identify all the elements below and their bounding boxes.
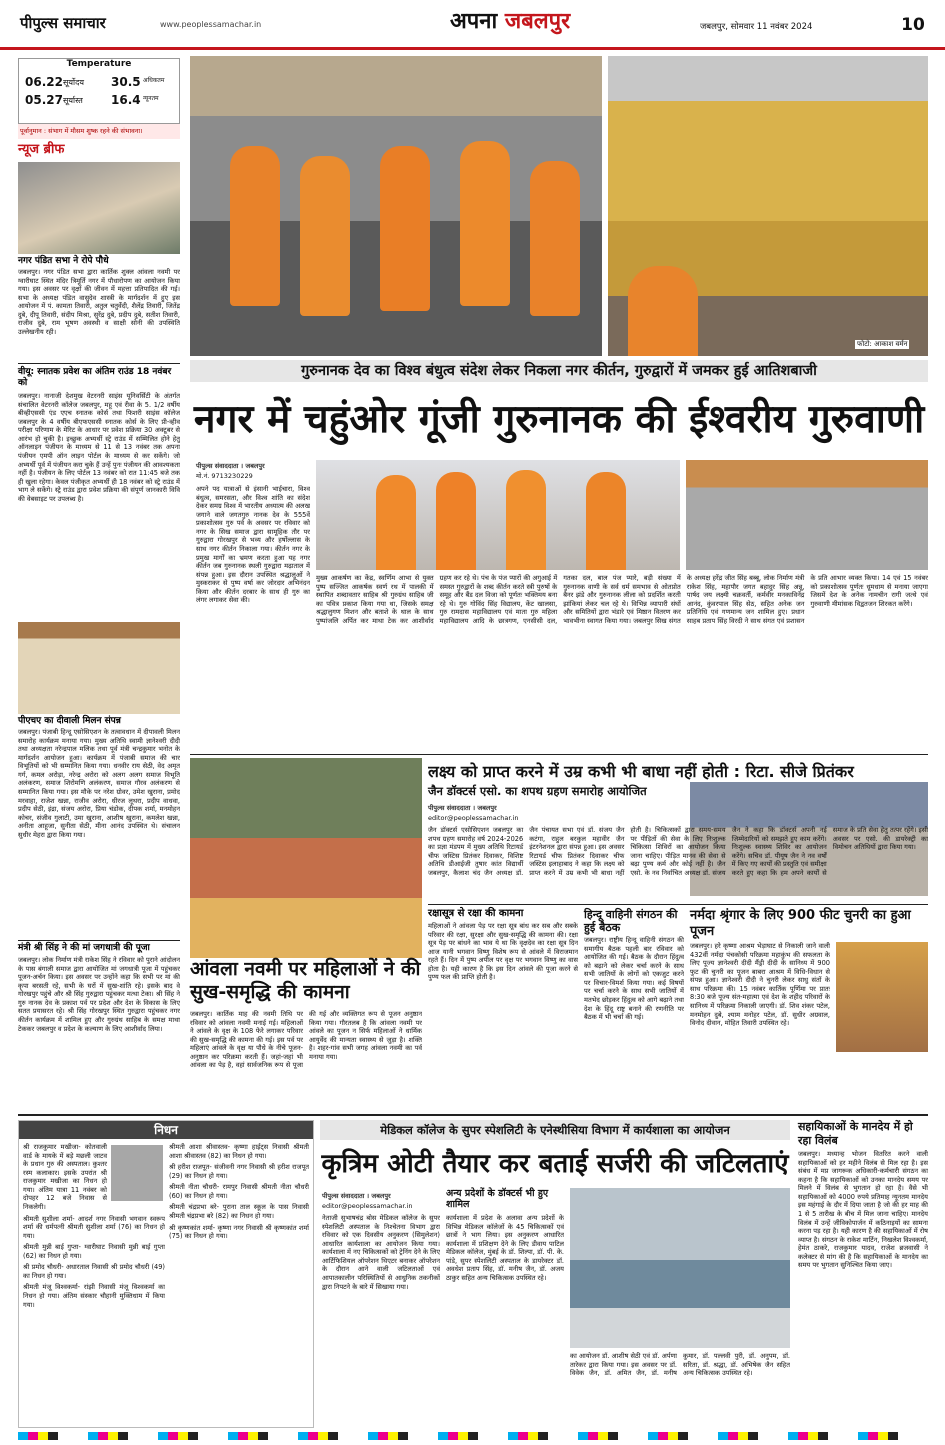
brief-2-body: जबलपुर। नानाजी देशमुख वेटरनरी साइंस यूनिवर्सिटी के अंतर्गत संचालित वेटरनरी कॉलेज जबलपुर, महू एवं रीवा के 5. 1/2 वर्षीय बीव्हीएससी एंड एएच स्नातक कोर्स तथा फिशरी साइंस कॉलेज जबलपुर के 4 वर्षीय बीएफएससी स्नातक कोर्स के लिए प्री-व्हीव परीक्षा परिणाम के मेरिट के आधार पर प्रवेश प्रक्रिया 30 अक्टूबर से आरंभ हो चुकी है। इच्छुक अभ्यर्थी स्ट्रे राउंड में सम्मिलित होने हेतु ऑनलाइन पंजीयन के माध्यम से 11 से 13 नवंबर तक अपना पंजीयन एमपी ऑन लाइन पोर्टल के माध्यम से कर सकेंगे। जो अभ्यर्थी पूर्व में पंजीयन करा चुके हैं उन्हें पुनः पंजीयन की आवश्यकता नहीं है। पंजीयन के लिए पोर्टल 13 नवंबर को रात 11:45 बजे तक ही खुला रहेगा। केवल पंजीकृत अभ्यर्थी ही 18 नवंबर को स्ट्रे राउंड में भाग ले सकेंगे। स्ट्रे राउंड द्वारा प्रवेश प्रक्रिया की संपूर्ण जानकारी विवि की वेबसाइट पर उपलब्ध है।	[18, 392, 180, 503]
weather-box	[18, 58, 180, 124]
jain-body: जैन डॉक्टर्स एसोसिएशन जबलपुर का शपथ ग्रहण समारोह वर्ष 2024-2026 का प्रज्ञा मंडपम में मुख्य अतिथि रिटायर्ड चीफ जस्टिस प्रितंकर दिवाकर, विशिष्ट अतिथि डीआईजी तुषार कांत विद्यार्थी जबलपुर, कैलाश चंद जैन अध्यक्ष डॉ. जैन पंचायत सभा एवं डॉ. संजय जैन कटंगा, राहुल बरकुल महावीर जैन इंटरनेशनल द्वारा संपन्न हुआ। इस अवसर रिटायर्ड चीफ प्रितंकर दिवाकर चीफ जस्टिस इलाहाबाद ने कहा कि लक्ष्य को प्राप्त करने में उम्र कभी भी बाधा नहीं होती है। चिकित्सकों द्वारा समय-समय पर पीड़ितों की सेवा के लिए निःशुल्क चिकित्सा शिविरों का आयोजन किया जाना चाहिए। पीड़ित मानव की सेवा से बढ़ा पुण्य कर्म और कोई नहीं है। जैन एसो. के नव निर्वाचित अध्यक्ष डॉ. संजय जैन ने कहा कि डॉक्टर्स अपनी नई जिम्मेदारियों को समझते हुए काम करेंगे। निःशुल्क स्वास्थ्य शिविर का आयोजन करेंगे। सचिव डॉ. पीयूष जैन ने नव वर्षों में किए गए कार्यों की प्रस्तुति एवं समीक्षा करते हुए कहा कि हम अपने कार्यों से समाज के प्रति सेवा हेतु तत्पर रहेंगे। इसी अवसर पर एसो. की डायरेक्ट्री का विमोचन अतिथियों द्वारा किया गया।	[428, 826, 928, 877]
main-headline: नगर में चहुंओर गूंजी गुरुनानक की ईश्वरीय गुरुवाणी	[193, 397, 925, 442]
narmada-body: जबलपुर। हरे कृष्णा आश्रम भेड़ाघाट से निकाली जाने वाली 432वीं नर्मदा पंचकोसी परिक्रमा महाकुंभ की सफलता के लिए पूज्य ज्ञानेश्वरी दीदी मैंड्री दीदी के सानिध्य में 900 फुट की चुनरी का पूजन बाबरा आश्रम में विधि-विधान से संपन्न हुआ। ज्ञानेश्वरी दीदी ने चुनरी लेकर साधु संतों के साथ परिक्रमा की। 15 नवंबर कार्तिक पूर्णिमा पर प्रातः 8:30 बजे पूज्य संत-महात्मा एवं देश के शहीद परिवारों के सानिध्य में परिक्रमा निकाली जाएगी। डॉ. शिव शंकर पटेल, मनमोहन दुबे, श्याम मनोहर पटेल, डॉ. सुधीर अग्रवाल, विनोद दीवान, मोहित तिवारी उपस्थित रहे।	[690, 942, 830, 1028]
nidhan-item-2: श्रीमती सुशीला शर्मा- आदर्श नगर निवासी भगवान स्वरूप शर्मा की धर्मपत्नी श्रीमती सुशीला शर्मा (76) का निधन हो गया।	[23, 1214, 165, 1240]
section-title	[450, 8, 570, 36]
brief-3-title: पीएचए का दीवाली मिलन संपन्न	[18, 716, 121, 726]
nidhan-item-5: श्रीमती मंजू विश्वकर्मा- रांझी निवासी मंजू विश्वकर्मा का निधन हो गया। अंतिम संस्कार चौहानी मुक्तिधाम में किया गया।	[23, 1283, 165, 1309]
masthead	[0, 0, 945, 50]
narmada-headline: नर्मदा श्रृंगार के लिए 900 फीट चुनरी का हुआ पूजन	[690, 908, 911, 939]
max-temp-label: अधिकतम	[143, 77, 165, 84]
sunset-time: 05.27	[25, 93, 63, 107]
news-brief-label: न्यूज ब्रीफ	[18, 142, 65, 157]
medical-body-3: का आयोजन डॉ. आशीष सेठी एवं डॉ. अर्पणा तारेकर द्वारा किया गया। इस अवसर पर डॉ. विवेक जैन, डॉ. अमित जैन, डॉ. मनीष कुमार, डॉ. पल्लवी पुरी, डॉ. अनुपम, डॉ. सरिता, डॉ. श्रद्धा, डॉ. अभिषेक जैन सहित अन्य चिकित्सक उपस्थित रहे।	[570, 1352, 790, 1378]
site-url[interactable]: www.peoplessamachar.in	[160, 20, 262, 29]
brand-logo: पीपुल्स समाचार	[20, 14, 106, 32]
sunset-label: सूर्यास्त	[63, 96, 83, 105]
max-temp: 30.5	[111, 75, 141, 89]
nidhan-col-1	[23, 1143, 165, 1423]
medical-byline: पीपुल्स संवाददाता । जबलपुर	[322, 1192, 391, 1200]
sahayika-headline: सहायिकाओं के मानदेय में हो रहा विलंब	[798, 1120, 913, 1147]
raksha-body: महिलाओं ने आंवला पेड़ पर रक्षा सूत्र बांध कर सब और सबके परिवार की रक्षा, सुरक्षा और सुख-समृद्धि की कामना की। रक्षा सूत्र पेड़ पर बांधने का भाव ये था कि वृक्षदेव का रक्षा सूत्र दिन आज यानी भगवान विष्णु विशेष रूप से आंवले में विराजमान रहते हैं। दिन में पुष्प अपील पर वृक्ष पर भगवान विष्णु का वास होता है। यही कारण है कि इस दिन आंवले की पूजा करने से पुण्य फल की प्राप्ति होती है।	[428, 922, 578, 982]
sunrise-time: 06.22	[25, 75, 63, 89]
amla-headline: आंवला नवमी पर महिलाओं ने की सुख-समृद्धि की कामना	[190, 958, 421, 1003]
brief-2-title: वीयू: स्नातक प्रवेश का अंतिम राउंड 18 नवंबर को	[18, 367, 172, 389]
brief-3-body: जबलपुर। पंजाबी हिन्दू एसोसिएशन के तत्वावधान में दीपावली मिलन समारोह कार्यक्रम मनाया गया। मुख्य अतिथि स्वामी ज्ञानेश्वरी दीदी तथा अध्यक्षता नरेन्द्रपाल मलिक तथा पूर्व मंत्री चन्द्रकुमार भनोत के मार्गदर्शन आयोजन हुआ। कार्यक्रम में पंजाबी समाज की चार विभूतियों को भी सम्मानित किया गया। धनवीर राय सेठी, वेद अमृत गर्ग, कमल अरोड़ा, नरेन्द्र अरोरा को अलग अलग समाज विभूति अलंकरण, समाज शिरोमणि अलंकरण, समाज गौरव अलंकरण से सम्मानित किया गया। इस मौके पर नरेश ग्रोवर, उमेश खुराना, प्रमोद मरवाहा, राजेश खन्ना, राजीव अरोरा, धीरज लूथरा, प्रदीप वाधवा, प्रदीप सेठी, इंद्रा, संजय अरोरा, प्रिया चंडोक, दीपक शर्मा, मनमोहन कोचर, संजीव गुलाटी, उमा खुराना, आशीष खुराना, कमलेश खन्ना, अनीता आहूजा, सुनीता सेठी, मीना आनंद उपस्थित थे। संचालन सुधीर मेहरा द्वारा किया गया।	[18, 728, 180, 839]
dateline: जबलपुर, सोमवार 11 नवंबर 2024	[700, 22, 813, 32]
amla-body: जबलपुर। कार्तिक माह की नवमी तिथि पर रविवार को आंवला नवमी मनाई गई। महिलाओं ने आंवले के वृक्ष के 108 फेरे लगाकर परिवार की सुख-समृद्धि की कामना की गई। इस पर्व पर महिलाएं आंवले के वृक्ष या पौधे के नीचे पूजन-अनुष्ठान कर परिक्रमा करती हैं। जहां-जहां भी आंवला का पेड़ है, वहां सार्वजनिक रूप से पूजा की गई और व्यक्तिगत रूप से पूजन अनुष्ठान किया गया। गौरतलब है कि आंवला नवमी पर आंवले का पूजन न सिर्फ महिलाओं ने धार्मिक आयुर्वेद की मान्यता स्वास्थ्य से जुड़ा है। शक्ति है। शहर-गांव सभी जगह आंवला नवमी का पर्व मनाया गया।	[190, 1010, 422, 1070]
nidhan-item-6: श्रीमती आशा श्रीवास्तव- कृष्णा हाईट्स निवासी श्रीमती आशा श्रीवास्तव (82) का निधन हो गया।	[169, 1143, 309, 1160]
main-byline: पीपुल्स संवाददाता । जबलपुर	[196, 462, 265, 470]
medical-side-title: अन्य प्रदेशों के डॉक्टर्स भी हुए शामिल	[446, 1188, 549, 1211]
main-photo-procession	[190, 56, 602, 356]
nidhan-item-4: श्री प्रमोद चौधरी- अधारताल निवासी श्री प्रमोद चौधरी (49) का निधन हो गया।	[23, 1263, 165, 1280]
medical-headline: कृत्रिम ओटी तैयार कर बताई सर्जरी की जटिलताएं	[321, 1149, 789, 1179]
brief-1-title: नगर पंडित सभा ने रोपे पौधे	[18, 256, 109, 266]
nidhan-box	[18, 1120, 314, 1428]
photo-credit: फोटो: आकाश वर्मन	[857, 340, 908, 348]
nidhan-col-2	[169, 1143, 309, 1423]
sunrise-label: सूर्योदय	[63, 78, 85, 87]
brief-4-title: मंत्री श्री सिंह ने की मां जगधात्री की पूजा	[18, 943, 150, 953]
nidhan-title: निधन	[19, 1121, 313, 1139]
page-number: 10	[901, 15, 925, 35]
section-title-b: जबलपुर	[504, 9, 571, 34]
nidhan-item-7: श्री हरीश राजपूत- संजीवनी नगर निवासी श्री हरीश राजपूत (29) का निधन हो गया।	[169, 1163, 309, 1180]
nidhan-item-9: श्रीमती चंद्रप्रभा बरे- पुराना ताल स्कूल के पास निवासी श्रीमती चंद्रप्रभा बरे (82) का निधन हो गया।	[169, 1203, 309, 1220]
main-photo-dignitaries	[686, 460, 928, 570]
jain-sub: जैन डॉक्टर्स एसो. का शपथ ग्रहण समारोह आयोजित	[428, 784, 647, 798]
color-registration-bar	[18, 1432, 928, 1440]
nidhan-item-8: श्रीमती नीता चौधरी- रामपुर निवासी श्रीमती नीता चौधरी (60) का निधन हो गया।	[169, 1183, 309, 1200]
jain-byline: पीपुल्स संवाददाता । जबलपुर	[428, 804, 497, 812]
sahayika-body: जबलपुर। मध्यान्ह भोजन वितरित करने वाली सहायिकाओं को हर महीने विलंब से मिल रहा है। इस संबंध में मप्र जागरूक अधिकारी-कर्मचारी संगठन का कहना है कि सहायिकाओं को उनका मानदेय समय पर मिलने में विलंब से भुगतान हो रहा है। वैसे भी सहायिकाओं को 4000 रुपये प्रतिमाह न्यूनतम मानदेय इस महंगाई के दौर में दिया जाता है जो की हर माह की 1 से 5 तारीख के बीच में मिल जाना चाहिए। मानदेय विलंब में उन्हें जीविकोपार्जन में कठिनाइयों का सामना करना पड़ रहा है। यही कारण है की सहायिकाओं में रोष व्याप्त है। संगठन के राकेश मार्टिन, निखलेश विश्वकर्मा, हेमंत ठाकरे, राजकुमार यादव, राजेश ब्रजवासी ने कलेक्टर से मांग की है कि सहायिकाओं के मानदेय का समय पर भुगतान सुनिश्चित किया जाए।	[798, 1150, 928, 1270]
nidhan-item-10: श्री कृष्णकांत शर्मा- कृष्णा नगर निवासी श्री कृष्णकांत शर्मा (75) का निधन हो गया।	[169, 1223, 309, 1241]
main-photo-girls	[316, 460, 680, 570]
main-body-2: मुख्य आकर्षण का केंद्र, स्वर्णिम आभा से युक्त पुष्प सज्जित आकर्षक स्वर्ण रथ में पालकी में स्थापित शब्दावतार साहिब श्री गुरुग्रंथ साहिब जी का पवित्र प्रकाश किया गया था, जिसके समक्ष श्रद्धालुगण मिशन और बताशे के थाल के साथ पुष्पांजलि अर्पित कर माथा टेक कर आशीर्वाद ग्रहण कर रहे थे। पंच के पंज प्यारों की अगुआई में समस्त गुरुद्वारों के शब्द कीर्तन करते स्त्री पुरुषों के समूह और बैंड दल विजा को पूर्णतः भक्तिमय बना रहे थे। गुरु गोविंद सिंह विद्यालय, केंट खालसा, गुरु रामदास महाविद्यालय एवं माता गुरु महिला महाविद्यालय आदि के छात्रगण, एनसीसी दल, गतका दल, बाल पंज प्यारे, बड़ी संख्या में गुरुनानक वाणी के सर्व धर्म समभाव से ओतप्रोत बैनर झंडे और गुरुनानक लीला को प्रदर्शित करती झांकियां लेकर चल रहे थे। विभिन्न व्यापारी संघों और समितियों द्वारा भंडारे एवं मिष्ठान वितरण कर भावभीना स्वागत किया गया। जबलपुर सिख संगत के अध्यक्ष हरेंद्र जीत सिंह बब्बू, लोक निर्माण मंत्री राकेश सिंह, महापौर जगत बहादुर सिंह अन्नू, पार्षद जय लक्ष्मी चक्रवर्ती, कर्मवीर मनकाविनेंद्र आनंद, कुंवरपाल सिंह सेठ, सहित अनेक जन प्रतिनिधि एवं गणमान्य जन शामिल हुए। प्रधान साहब प्रताप सिंह विरदी ने साथ संगत एवं प्रशासन के प्रति आभार व्यक्त किया। 14 एवं 15 नवंबर को प्रकाशोत्सव पूर्णतः धूमधाम से मनाया जाएगा जिसमें देश के अनेक नामचीन रागी जत्थे एवं गुरुवाणी मीमांसक विद्वतजन शिरकत करेंगे।	[316, 574, 928, 625]
amla-photo	[190, 758, 422, 958]
brief-photo-2	[18, 622, 180, 714]
brief-1-body: जबलपुर। नगर पंडित सभा द्वारा कार्तिक शुक्ल आंवला नवमी पर ग्वारीघाट स्थित मंदिर त्रिमूर्ति नगर में पौधारोपण का आयोजन किया गया। इस अवसर पर वृक्षों की जीवन में महत्ता प्रतिपादित की गई। सभा के अध्यक्ष पंडित वासुदेव शास्त्री के मार्गदर्शन में हुए इस आयोजन में पं. कामता तिवारी, अतुल चतुर्वेदी, शैलेंद्र तिवारी, जितेंद्र दुबे, दीपू तिवारी, संदीप मिश्रा, सुरेंद्र दुबे, प्रदीप दुबे, सतीश तिवारी, राजीव दुबे, राम भूषण अवस्थी व साक्षी सोनी की उपस्थिति उल्लेखनीय रही।	[18, 268, 180, 336]
hindu-body: जबलपुर। राष्ट्रीय हिन्दू वाहिनी संगठन की समागीय बैठक पहली बार रविवार को आयोजित की गई। बैठक के दौरान हिंदुत्व को बढ़ाने को लेकर चर्चा करने के साथ सभी जातियों के लोगों को एकजुट करने पर विचार-विमर्श किया गया। कई विषयों पर चर्चा करने के साथ सभी जातियों में मतभेद छोड़कर हिंदुत्व को आगे बढ़ाने तथा देश के हिंदू राष्ट्र बनाने की रणनीति पर बैठक में भी चर्चा की गई।	[584, 936, 684, 1022]
hindu-headline: हिन्दू वाहिनी संगठन की हुई बैठक	[584, 908, 678, 935]
nidhan-item-3: श्रीमती मुन्नी बाई गुप्ता- ग्वारीघाट निवासी मुन्नी बाई गुप्ता (62) का निधन हो गया।	[23, 1243, 165, 1260]
medical-email[interactable]: editor@peoplessamachar.in	[322, 1202, 413, 1210]
jain-headline: लक्ष्य को प्राप्त करने में उम्र कभी भी बाधा नहीं होती : रिटा. सीजे प्रितंकर	[428, 762, 854, 781]
main-mobile: मो.नं. 9713230229	[196, 472, 253, 480]
main-photo-palki	[608, 56, 928, 356]
brief-4-body: जबलपुर। लोक निर्माण मंत्री राकेश सिंह ने रविवार को पुराने आंदोलन के पास बंगाली समाज द्वारा आयोजित मां जगधात्री पूजा में पहुंचकर पूजन-अर्चन किया। इस अवसर पर उन्होंने कहा कि सभी पर मां की कृपा बरसती रहे, सभी के घरों में सुख-शांति रहे। इसके बाद वे गोरखपुर पहुंचे और श्री सिंह गुरुद्वारा पहुंचकर मत्था टेका। श्री सिंह ने गुरु नानक देव के प्रकाश पर्व पर प्रदेश और देश के विकास के लिए सतत प्रयासरत रहे। श्री सिंह गोरखपुर स्थित गुरुद्वारा पहुंचकर नगर कीर्तन कार्यक्रम में शामिल हुए और गुरुग्रंथ साहिब के समक्ष माथा टेककर जबलपुर व प्रदेश के कल्याण के लिए आशीर्वाद लिया।	[18, 956, 180, 1033]
medical-kicker: मेडिकल कॉलेज के सुपर स्पेशलिटी के एनेस्थीसिया विभाग में कार्यशाला का आयोजन	[320, 1120, 790, 1140]
medical-body-2: कार्यशाला में प्रदेश के अलावा अन्य प्रदेशों के विभिन्न मेडिकल कॉलेजों के 45 चिकित्सकों एवं छात्रों ने भाग लिया। इस अनुकरण आधारित कार्यशाला में प्रशिक्षण देने के लिए डीवाय पाटिल मेडिकल कॉलेज, मुंबई के डॉ. शिल्पा, डॉ. पी. के. पांडे, सुपर स्पेशलिटी अस्पताल के डायरेक्टर डॉ. अवधेश प्रताप सिंह, डॉ. मनीष जैन, डॉ. अजय ठाकुर सहित अन्य चिकित्सक उपस्थित रहे।	[446, 1214, 564, 1282]
weather-title: Temperature	[66, 59, 132, 69]
narmada-photo	[836, 942, 928, 1052]
nidhan-item-1: श्री राजकुमार मखीजा- कोतवाली वार्ड के मायके में बड़े मछली जाटव के प्रधान गुरु की अस्पताल। कुश्तर रस्म कलाकार। इसके उपरांत श्री राजकुमार मखीजा का निधन हो गया। अंतिम यात्रा 11 नवंबर को दोपहर 12 बजे निवास से निकलेगी।	[23, 1143, 107, 1211]
section-title-a: अपना	[450, 9, 505, 34]
main-body-1: अपने पद यात्राओं से इंसानी भाईचारा, विश्व बंधुत्व, समरसता, और विश्व शांति का संदेश देकर समग्र विश्व में भारतीय अध्यात्म की अलख जगाने वाले जगतगुरु नानक देव के 555वें प्रकाशोत्सव गुरु पर्व के अवसर पर रविवार को नगर के सिख समाज द्वारा सामूहिक तौर पर गुरुद्वारा गोरखपुर से भव्य और हर्षोल्लास के साथ नगर कीर्तन निकाला गया। कीर्तन नगर के प्रमुख मार्गों का भ्रमण करता हुआ यह नगर कीर्तन जब गुरुनानक स्थली गुरुद्वारा मढ़ाताल में संपन्न हुआ। इस दौरान उपस्थित श्रद्धालुओं ने मुस्कराकर से पुष्प वर्षा कर जोरदार अभिनंदन किया और कीर्तन दरबार के साथ ही गुरु का लंगर लगाकर सेवा की।	[196, 485, 310, 605]
min-temp-label: न्यूनतम	[143, 95, 159, 102]
medical-body-1: नेताजी सुभाषचंद्र बोस मेडिकल कॉलेज के सुपर स्पेशलिटी अस्पताल के निश्चेतना विभाग द्वारा रविवार को एक दिवसीय अनुकरण (सिमुलेशन) आधारित कार्यशाला का आयोजन किया गया। कार्यशाला में नए चिकित्सकों को ट्रेनिंग देने के लिए आर्टिफिशियल ऑपरेशन थिएटर बनाकर ऑपरेशन के दौरान आने वाली जटिलताओं एवं आपातकालीन परिस्थितियों से आधुनिक तकनीकों द्वारा निपटने के बारे में सिखाया गया।	[322, 1214, 440, 1291]
jain-email[interactable]: editor@peoplessamachar.in	[428, 814, 519, 822]
medical-photo	[570, 1188, 790, 1348]
min-temp: 16.4	[111, 93, 141, 107]
brief-photo-1	[18, 162, 180, 254]
weather-forecast: पूर्वानुमान : संभाग में मौसम शुष्क रहने की संभावना।	[18, 124, 180, 139]
main-kicker: गुरुनानक देव का विश्व बंधुत्व संदेश लेकर निकला नगर कीर्तन, गुरुद्वारों में जमकर हुई आतिशबाजी	[190, 360, 928, 382]
raksha-title: रक्षासूत्र से रक्षा की कामना	[428, 908, 524, 919]
